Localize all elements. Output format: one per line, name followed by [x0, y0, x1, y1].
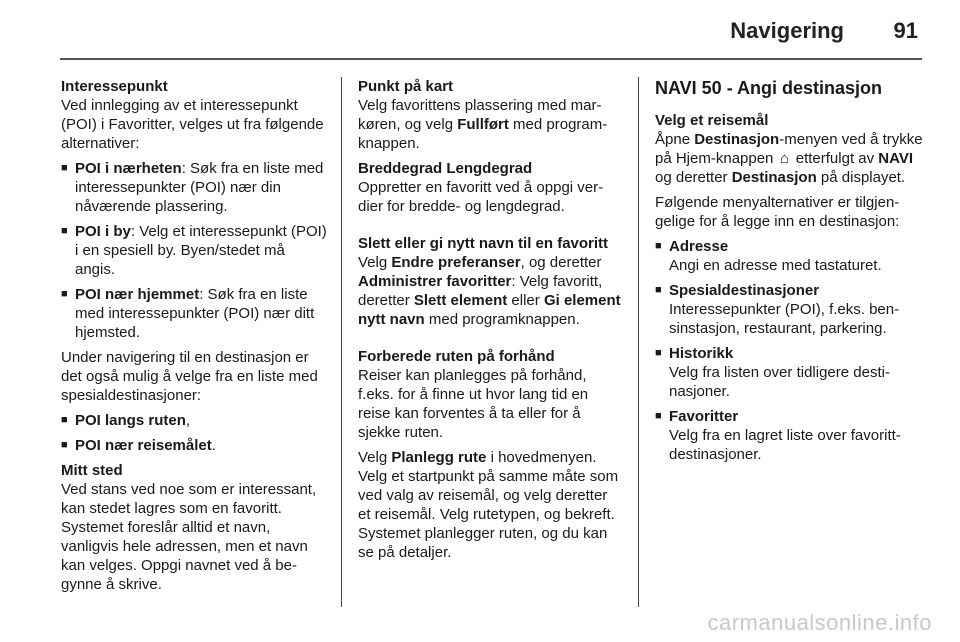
header-rule	[60, 58, 922, 60]
bullet-item	[61, 285, 327, 342]
paragraph: Ved innlegging av et interessepunkt (POI) i Favoritter, velges ut fra følgende alternativer:	[61, 97, 324, 152]
paragraph: Åpne Destinasjon-menyen ved å trykke på Hjem-knappen ⌂ etterfulgt av NAVI og deretter Destinasjon på displayet.	[655, 131, 923, 186]
square-bullet-icon: ■	[61, 162, 68, 174]
bullet-term: POI i by	[75, 223, 131, 240]
square-bullet-icon: ■	[61, 288, 68, 300]
bullet-item	[61, 222, 327, 279]
heading-punkt-pa-kart: Punkt på kart	[358, 78, 454, 95]
bullet-item	[61, 436, 327, 455]
square-bullet-icon: ■	[655, 284, 662, 296]
column-1	[61, 77, 327, 600]
heading-slett: Slett eller gi nytt navn til en favoritt	[358, 235, 609, 252]
bullet-term: POI nær reisemålet	[75, 437, 212, 454]
menu-option	[655, 344, 923, 401]
paragraph: Oppretter en favoritt ved å oppgi verdier for bredde- og lengdegrad.	[358, 179, 604, 215]
bullet-term: POI i nærheten	[75, 160, 182, 177]
bullet-text: .	[211, 437, 216, 454]
menu-option	[655, 407, 923, 464]
option-title: Adresse	[669, 238, 729, 255]
bullet-item	[61, 159, 327, 216]
bullet-text: : Søk fra en liste med interessepunkter (POI) nær din nåværende plassering.	[75, 160, 324, 215]
heading-velg-reisemal: Velg et reisemål	[655, 112, 769, 129]
home-icon: ⌂	[780, 150, 790, 167]
column-2	[358, 77, 622, 568]
square-bullet-icon: ■	[61, 439, 68, 451]
heading-forberede: Forberede ruten på forhånd	[358, 348, 555, 365]
option-text: Velg fra listen over tidligere destinasjoner.	[669, 364, 890, 400]
section-title: NAVI 50 - Angi destinasjon	[655, 78, 883, 98]
square-bullet-icon: ■	[655, 240, 662, 252]
paragraph: Under navigering til en destinasjon er det også mulig å velge fra en liste med spesialdestinasjoner:	[61, 349, 318, 404]
square-bullet-icon: ■	[61, 225, 68, 237]
bullet-text: ,	[185, 412, 191, 429]
column-divider-1	[341, 77, 342, 607]
heading-mitt-sted: Mitt sted	[61, 462, 123, 479]
menu-option	[655, 237, 923, 275]
option-title: Historikk	[669, 345, 734, 362]
paragraph: Reiser kan planlegges på forhånd, f.eks. for å finne ut hvor lang tid en reise kan forventes å ta eller for å sjekke ruten.	[358, 367, 589, 441]
bullet-text: : Søk fra en liste med interessepunkter (POI) nær ditt hjemsted.	[75, 286, 315, 341]
heading-breddegrad: Breddegrad Lengdegrad	[358, 160, 533, 177]
square-bullet-icon: ■	[655, 347, 662, 359]
page-header	[0, 0, 960, 60]
bullet-term: POI nær hjemmet	[75, 286, 200, 303]
heading-interessepunkt: Interessepunkt	[61, 78, 168, 95]
option-title: Spesialdestinasjoner	[669, 282, 820, 299]
column-divider-2	[638, 77, 639, 607]
bullet-item	[61, 411, 327, 430]
paragraph: Velg favorittens plassering med markøren, og velg Fullført med programknappen.	[358, 97, 608, 152]
square-bullet-icon: ■	[61, 414, 68, 426]
paragraph: Velg Planlegg rute i hovedmenyen. Velg et startpunkt på samme måte som ved valg av reisemål, og velg deretter et reisemål. Velg rutetypen, og bekreft. Systemet planlegger ruten, og du kan se på detaljer.	[358, 449, 619, 561]
column-3	[655, 77, 923, 470]
page-title: Navigering	[730, 18, 844, 43]
option-text: Velg fra en lagret liste over favorittdestinasjoner.	[669, 427, 901, 463]
paragraph: Følgende menyalternativer er tilgjengelige for å legge inn en destinasjon:	[655, 194, 900, 230]
option-text: Angi en adresse med tastaturet.	[669, 257, 882, 274]
watermark: carmanualsonline.info	[707, 610, 932, 635]
bullet-text: : Velg et interessepunkt (POI) i en spesiell by. Byen/stedet må angis.	[75, 223, 327, 278]
paragraph: Ved stans ved noe som er interessant, kan stedet lagres som en favoritt. Systemet foreslår alltid et navn, vanligvis hele adressen, men et navn kan velges. Oppgi navnet ved å begynne å skrive.	[61, 481, 317, 593]
option-title: Favoritter	[669, 408, 739, 425]
page-number: 91	[893, 18, 918, 43]
menu-option	[655, 281, 923, 338]
option-text: Interessepunkter (POI), f.eks. bensinstasjon, restaurant, parkering.	[669, 301, 900, 337]
square-bullet-icon: ■	[655, 410, 662, 422]
bullet-term: POI langs ruten	[75, 412, 186, 429]
paragraph: Velg Endre preferanser, og deretter Administrer favoritter: Velg favoritt, deretter Slett element eller Gi element nytt navn med programknappen.	[358, 254, 621, 328]
